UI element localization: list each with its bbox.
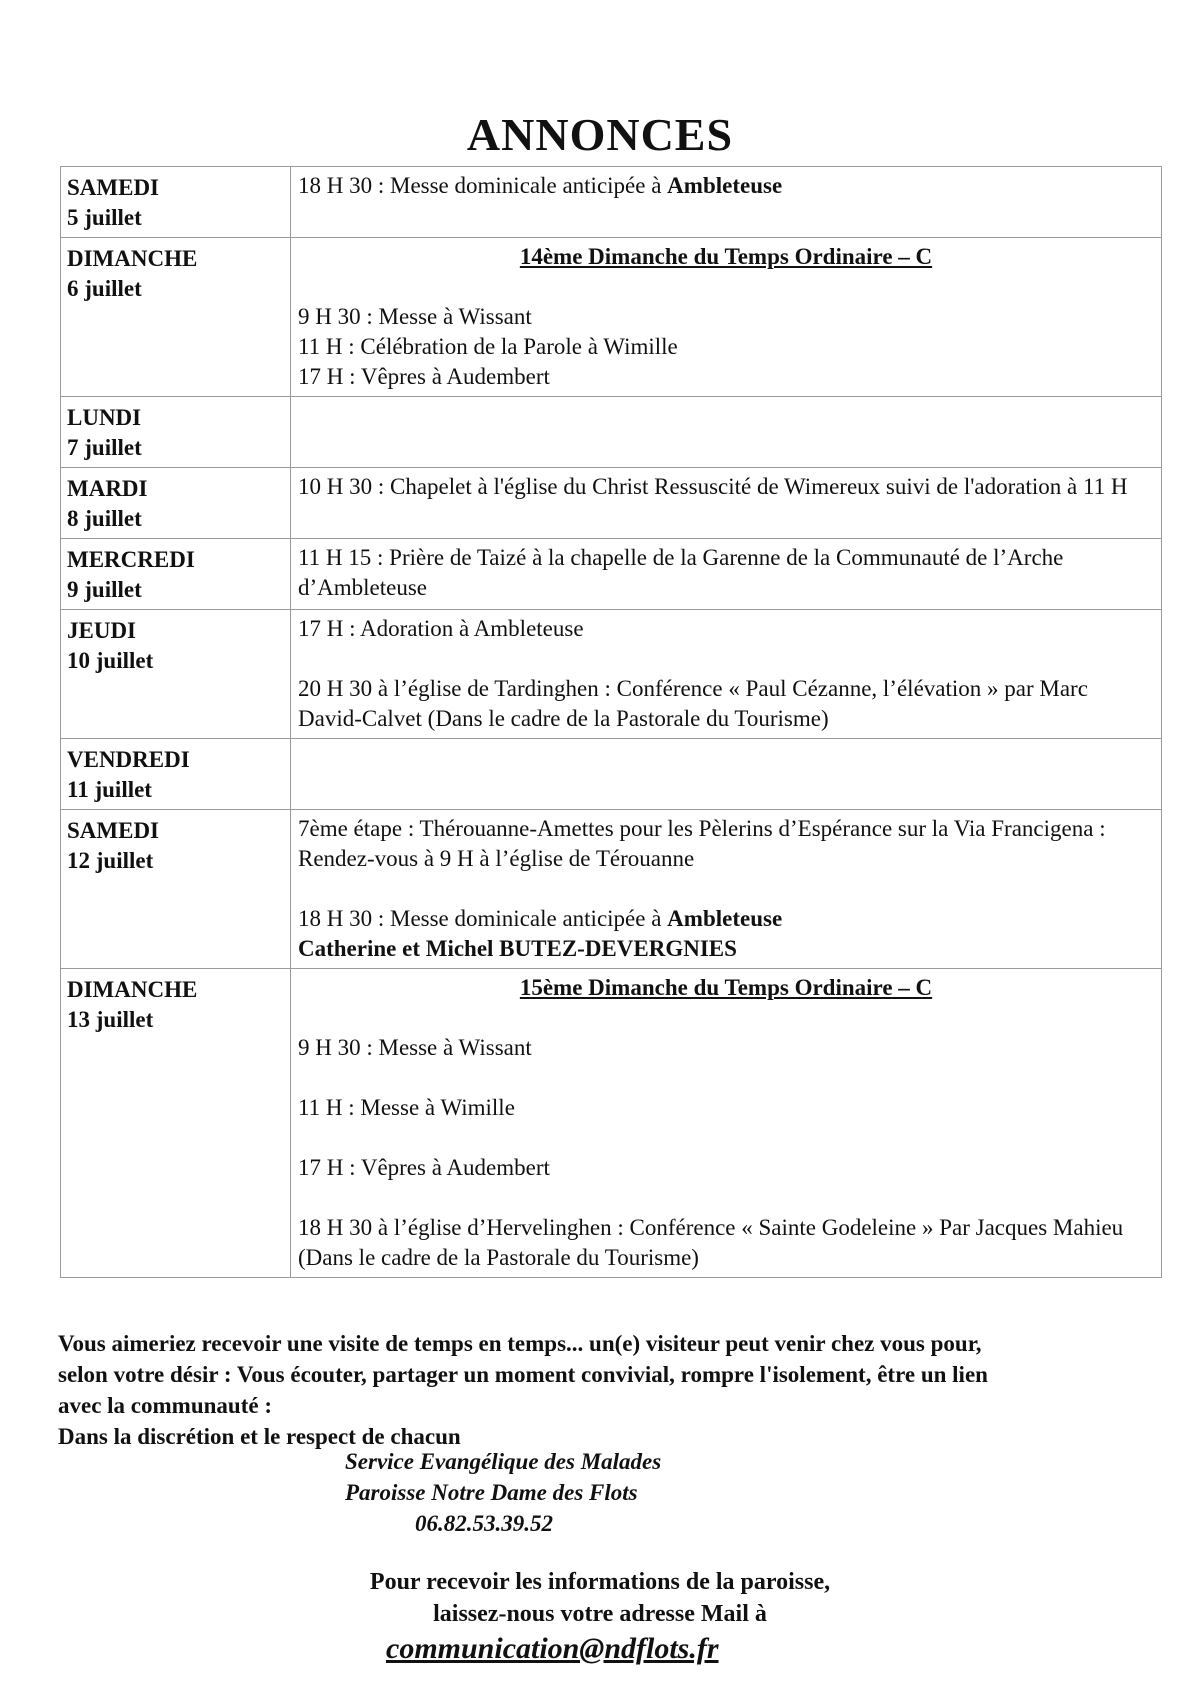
day-date: 6 juillet <box>67 276 142 301</box>
events-cell <box>291 397 1162 468</box>
day-name: MERCREDI <box>67 547 195 572</box>
event-line <box>298 674 1154 734</box>
event-line <box>298 1153 1154 1183</box>
day-name: VENDREDI <box>67 747 190 772</box>
phone-number[interactable]: 06.82.53.39.52 <box>415 1511 553 1536</box>
events-cell <box>291 468 1162 539</box>
liturgical-heading: 15ème Dimanche du Temps Ordinaire – C <box>519 975 933 1000</box>
schedule-row <box>61 810 1162 969</box>
day-cell <box>61 167 291 238</box>
day-cell <box>61 539 291 610</box>
schedule-row <box>61 969 1162 1278</box>
event-bold-text: Ambleteuse <box>667 173 783 198</box>
day-date: 10 juillet <box>67 648 154 673</box>
event-text: 10 H 30 : Chapelet à l'église du Christ Ressuscité de Wimereux suivi de l'adoration à 11 H <box>298 474 1128 499</box>
event-line <box>298 904 1154 934</box>
day-cell <box>61 739 291 810</box>
event-text: 18 H 30 : Messe dominicale anticipée à <box>298 906 668 931</box>
event-line <box>298 1213 1154 1273</box>
day-date: 12 juillet <box>67 848 154 873</box>
day-name: SAMEDI <box>67 175 160 200</box>
mail-info <box>0 1566 1200 1630</box>
event-line <box>298 362 1154 392</box>
schedule-row <box>61 610 1162 739</box>
notice-line-end: Dans la discrétion et le respect de chacun <box>58 1424 461 1449</box>
event-text: 9 H 30 : Messe à Wissant <box>298 304 532 329</box>
schedule-row <box>61 397 1162 468</box>
event-line <box>298 814 1154 874</box>
info-line: Pour recevoir les informations de la paroisse, <box>369 1569 831 1595</box>
event-text: 18 H 30 : Messe dominicale anticipée à <box>298 173 668 198</box>
event-bold-text: Ambleteuse <box>667 906 783 931</box>
schedule-row <box>61 468 1162 539</box>
page-title: ANNONCES <box>466 109 734 160</box>
day-cell <box>61 810 291 969</box>
day-cell <box>61 397 291 468</box>
events-cell <box>291 610 1162 739</box>
event-text: 17 H : Vêpres à Audembert <box>298 364 550 389</box>
event-text: 17 H : Vêpres à Audembert <box>298 1155 550 1180</box>
day-cell <box>61 238 291 397</box>
day-date: 8 juillet <box>67 506 142 531</box>
event-text: 20 H 30 à l’église de Tardinghen : Conférence « Paul Cézanne, l’élévation » par Marc David-Calvet (Dans le cadre de la Pastorale du Tourisme) <box>298 676 1088 731</box>
day-cell <box>61 468 291 539</box>
event-text: 7ème étape : Thérouanne-Amettes pour les Pèlerins d’Espérance sur la Via Francigena : Rendez-vous à 9 H à l’église de Térouanne <box>298 816 1106 871</box>
day-date: 13 juillet <box>67 1007 154 1032</box>
visit-notice <box>58 1328 1168 1452</box>
event-line <box>298 1033 1154 1063</box>
events-cell <box>291 238 1162 397</box>
event-line <box>298 171 1154 201</box>
day-name: JEUDI <box>67 618 137 643</box>
event-line <box>298 1093 1154 1123</box>
liturgical-heading: 14ème Dimanche du Temps Ordinaire – C <box>519 244 933 269</box>
schedule-row <box>61 167 1162 238</box>
schedule-table <box>60 166 1162 1278</box>
event-text: 9 H 30 : Messe à Wissant <box>298 1035 532 1060</box>
day-date: 11 juillet <box>67 777 152 802</box>
schedule-row <box>61 238 1162 397</box>
day-name: MARDI <box>67 476 148 501</box>
notice-line-start: avec la communauté : <box>58 1393 272 1418</box>
event-line <box>298 302 1154 332</box>
notice-line: selon votre désir : Vous écouter, partager un moment convivial, rompre l'isolement, être un lien <box>58 1362 988 1387</box>
event-line <box>298 543 1154 603</box>
schedule-row <box>61 739 1162 810</box>
event-text: 18 H 30 à l’église d’Hervelinghen : Conférence « Sainte Godeleine » Par Jacques Mahieu (Dans le cadre de la Pastorale du Tourisme) <box>298 1215 1124 1270</box>
events-cell <box>291 810 1162 969</box>
event-bold-text: Catherine et Michel BUTEZ-DEVERGNIES <box>298 936 737 961</box>
events-cell <box>291 539 1162 610</box>
info-line: laissez-nous votre adresse Mail à <box>433 1601 767 1627</box>
day-date: 9 juillet <box>67 577 142 602</box>
parish-name: Paroisse Notre Dame des Flots <box>345 1480 638 1505</box>
event-line <box>298 614 1154 644</box>
event-line <box>298 332 1154 362</box>
schedule-row <box>61 539 1162 610</box>
day-name: LUNDI <box>67 405 142 430</box>
notice-line: Vous aimeriez recevoir une visite de temps en temps... un(e) visiteur peut venir chez vous pour, <box>58 1331 982 1356</box>
day-name: SAMEDI <box>67 818 160 843</box>
day-name: DIMANCHE <box>67 977 198 1002</box>
events-cell <box>291 167 1162 238</box>
event-line <box>298 934 1154 964</box>
day-name: DIMANCHE <box>67 246 198 271</box>
event-text: 11 H : Célébration de la Parole à Wimille <box>298 334 678 359</box>
service-name: Service Evangélique des Malades <box>345 1449 662 1474</box>
email-link[interactable]: communication@ndflots.fr <box>386 1632 719 1665</box>
day-date: 7 juillet <box>67 435 142 460</box>
events-cell <box>291 739 1162 810</box>
events-cell <box>291 969 1162 1278</box>
day-cell <box>61 610 291 739</box>
event-text: 11 H : Messe à Wimille <box>298 1095 515 1120</box>
notice-line <box>58 1390 1168 1452</box>
event-text: 17 H : Adoration à Ambleteuse <box>298 616 584 641</box>
event-text: 11 H 15 : Prière de Taizé à la chapelle de la Garenne de la Communauté de l’Arche d’Ambleteuse <box>298 545 1064 600</box>
event-line <box>298 472 1154 502</box>
day-cell <box>61 969 291 1278</box>
day-date: 5 juillet <box>67 205 142 230</box>
service-contact <box>345 1446 661 1539</box>
